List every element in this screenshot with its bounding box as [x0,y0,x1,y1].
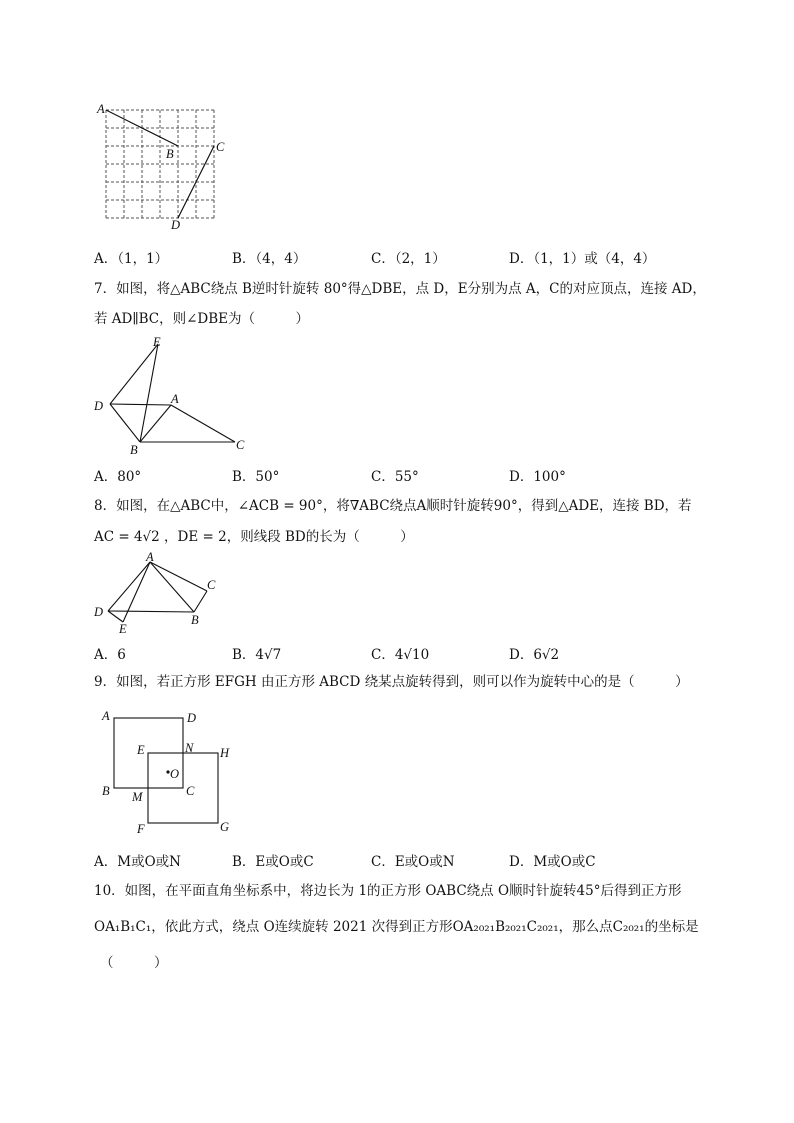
q9-label-a: A [102,709,110,723]
q6-option-d: D．（1，1）或（4，4） [509,251,656,267]
q8-option-d: D．6√2 [509,647,560,663]
q7-label-d: D [94,399,104,413]
q7-option-d: D．100° [509,469,566,485]
q8-text-line1: 8．如图，在△ABC中，∠ACB = 90°，将∇ABC绕点A顺时针旋转90°，得到△ADE，连接 BD，若 [94,498,692,514]
q9-label-m: M [132,790,143,804]
q6-label-d: D [171,218,181,232]
q10-text-line3: （ ） [100,955,168,971]
q8-label-c: C [207,578,216,592]
q6-label-b: B [166,147,174,161]
q9-label-b: B [102,784,110,798]
q7-label-c: C [236,438,245,452]
q6-option-c: C．（2，1） [371,251,446,267]
q8-label-d: D [94,605,104,619]
q7-option-a: A．80° [94,469,142,485]
q9-label-n: N [185,741,194,755]
q10-text-line2: OA₁B₁C₁，依此方式，绕点 O连续旋转 2021 次得到正方形OA₂₀₂₁B₂₀₂₁C₂₀₂₁，那么点C₂₀₂₁的坐标是 [94,919,699,935]
q9-option-b: B．E或O或C [232,854,314,870]
q6-option-b: B．（4，4） [232,251,307,267]
q8-label-e: E [119,622,127,636]
q8-label-a: A [146,552,154,564]
q9-label-o: O [170,767,180,781]
q8-figure [90,552,220,636]
q9-figure [96,705,246,837]
q9-option-c: C．E或O或N [371,854,455,870]
q7-text-line1: 7．如图，将△ABC绕点 B逆时针旋转 80°得△DBE，点 D，E分别为点 A，C的对应顶点，连接 AD， [94,281,706,297]
q9-label-d: D [187,711,197,725]
q7-text-line2: 若 AD∥BC，则∠DBE为（ ） [94,311,310,327]
q7-option-c: C．55° [371,469,419,485]
q9-text-line1: 9．如图，若正方形 EFGH 由正方形 ABCD 绕某点旋转得到，则可以作为旋转中心的是（ ） [94,674,689,690]
q8-text-line2: AC = 4√2 ，DE = 2，则线段 BD的长为（ ） [94,529,414,545]
q6-label-c: C [216,140,225,154]
q6-label-a: A [97,102,105,116]
q7-label-e: E [153,335,161,349]
q8-option-a: A．6 [94,647,126,663]
q9-option-a: A．M或O或N [94,854,181,870]
q6-grid-figure [96,102,236,232]
q8-option-b: B．4√7 [232,647,282,663]
q9-label-g: G [220,820,230,834]
q8-option-c: C．4√10 [371,647,430,663]
q9-option-d: D．M或O或C [509,854,596,870]
q7-figure [90,332,250,458]
q9-label-e: E [137,743,145,757]
q6-option-a: A．（1，1） [94,251,169,267]
q10-text-line1: 10．如图，在平面直角坐标系中，将边长为 1的正方形 OABC绕点 O顺时针旋转45°后得到正方形 [94,883,682,899]
q9-label-c: C [186,784,195,798]
q8-label-b: B [191,613,199,627]
q9-label-h: H [220,746,230,760]
q7-label-a: A [171,392,179,406]
q9-label-f: F [137,822,145,836]
q7-label-b: B [130,443,138,457]
q7-option-b: B．50° [232,469,280,485]
